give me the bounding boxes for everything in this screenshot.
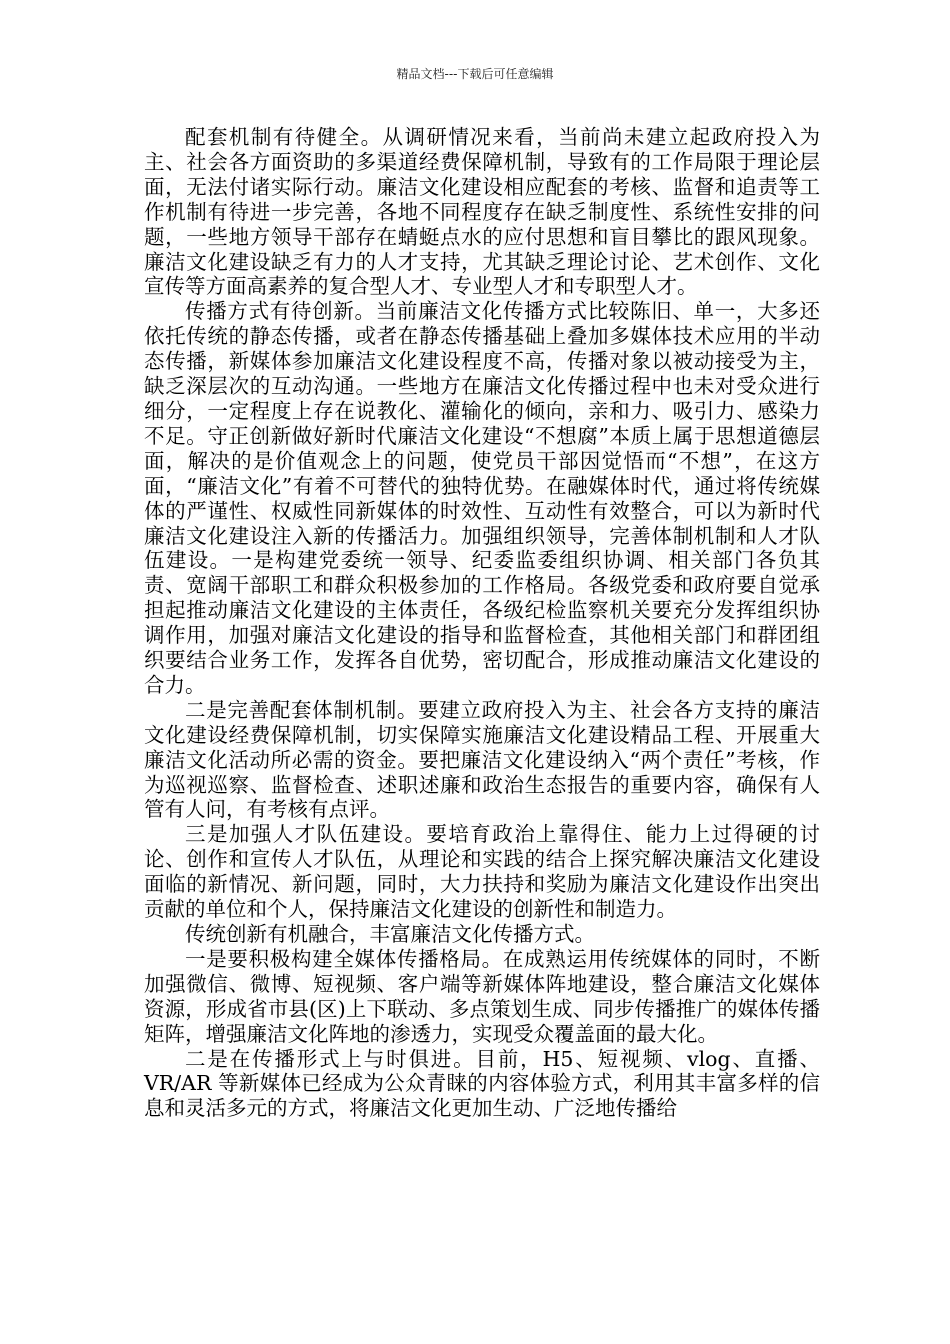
paragraph: 一是要积极构建全媒体传播格局。在成熟运用传统媒体的同时，不断加强微信、微博、短视频、客户端等新媒体阵地建设，整合廉洁文化媒体资源，形成省市县(区)上下联动、多点策划生成、同步传播推广的媒体传播矩阵，增强廉洁文化阵地的渗透力，实现受众覆盖面的最大化。	[144, 946, 820, 1046]
paragraph: 配套机制有待健全。从调研情况来看，当前尚未建立起政府投入为主、社会各方面资助的多渠道经费保障机制，导致有的工作局限于理论层面，无法付诸实际行动。廉洁文化建设相应配套的考核、监督和追责等工作机制有待进一步完善，各地不同程度存在缺乏制度性、系统性安排的问题，一些地方领导干部存在蜻蜓点水的应付思想和盲目攀比的跟风现象。廉洁文化建设缺乏有力的人才支持，尤其缺乏理论讨论、艺术创作、文化宣传等方面高素养的复合型人才、专业型人才和专职型人才。	[144, 125, 820, 299]
paragraph: 传统创新有机融合，丰富廉洁文化传播方式。	[185, 922, 595, 946]
page-header: 精品文档---下载后可任意编辑	[396, 67, 554, 81]
paragraph: 二是在传播形式上与时俱进。目前，H5、短视频、vlog、直播、VR/AR 等新媒体已经成为公众青睐的内容体验方式，利用其丰富多样的信息和灵活多元的方式，将廉洁文化更加生动、广泛地传播给	[144, 1046, 820, 1121]
paragraph: 传播方式有待创新。当前廉洁文化传播方式比较陈旧、单一，大多还依托传统的静态传播，或者在静态传播基础上叠加多媒体技术应用的半动态传播，新媒体参加廉洁文化建设程度不高，传播对象以被动接受为主，缺乏深层次的互动沟通。一些地方在廉洁文化传播过程中也未对受众进行细分，一定程度上存在说教化、灌输化的倾向，亲和力、吸引力、感染力不足。守正创新做好新时代廉洁文化建设“不想腐”本质上属于思想道德层面，解决的是价值观念上的问题，使党员干部因觉悟而“不想”，在这方面，“廉洁文化”有着不可替代的独特优势。在融媒体时代，通过将传统媒体的严谨性、权威性同新媒体的时效性、互动性有效整合，可以为新时代廉洁文化建设注入新的传播活力。加强组织领导，完善体制机制和人才队伍建设。一是构建党委统一领导、纪委监委组织协调、相关部门各负其责、宽阔干部职工和群众积极参加的工作格局。各级党委和政府要自觉承担起推动廉洁文化建设的主体责任，各级纪检监察机关要充分发挥组织协调作用，加强对廉洁文化建设的指导和监督检查，其他相关部门和群团组织要结合业务工作，发挥各自优势，密切配合，形成推动廉洁文化建设的合力。	[144, 299, 820, 697]
paragraph: 三是加强人才队伍建设。要培育政治上靠得住、能力上过得硬的讨论、创作和宣传人才队伍，从理论和实践的结合上探究解决廉洁文化建设面临的新情况、新问题，同时，大力扶持和奖励为廉洁文化建设作出突出贡献的单位和个人，保持廉洁文化建设的创新性和制造力。	[144, 822, 820, 922]
paragraph: 二是完善配套体制机制。要建立政府投入为主、社会各方支持的廉洁文化建设经费保障机制，切实保障实施廉洁文化建设精品工程、开展重大廉洁文化活动所必需的资金。要把廉洁文化建设纳入“两个责任”考核，作为巡视巡察、监督检查、述职述廉和政治生态报告的重要内容，确保有人管有人问，有考核有点评。	[144, 697, 820, 822]
document-body	[144, 125, 820, 1121]
